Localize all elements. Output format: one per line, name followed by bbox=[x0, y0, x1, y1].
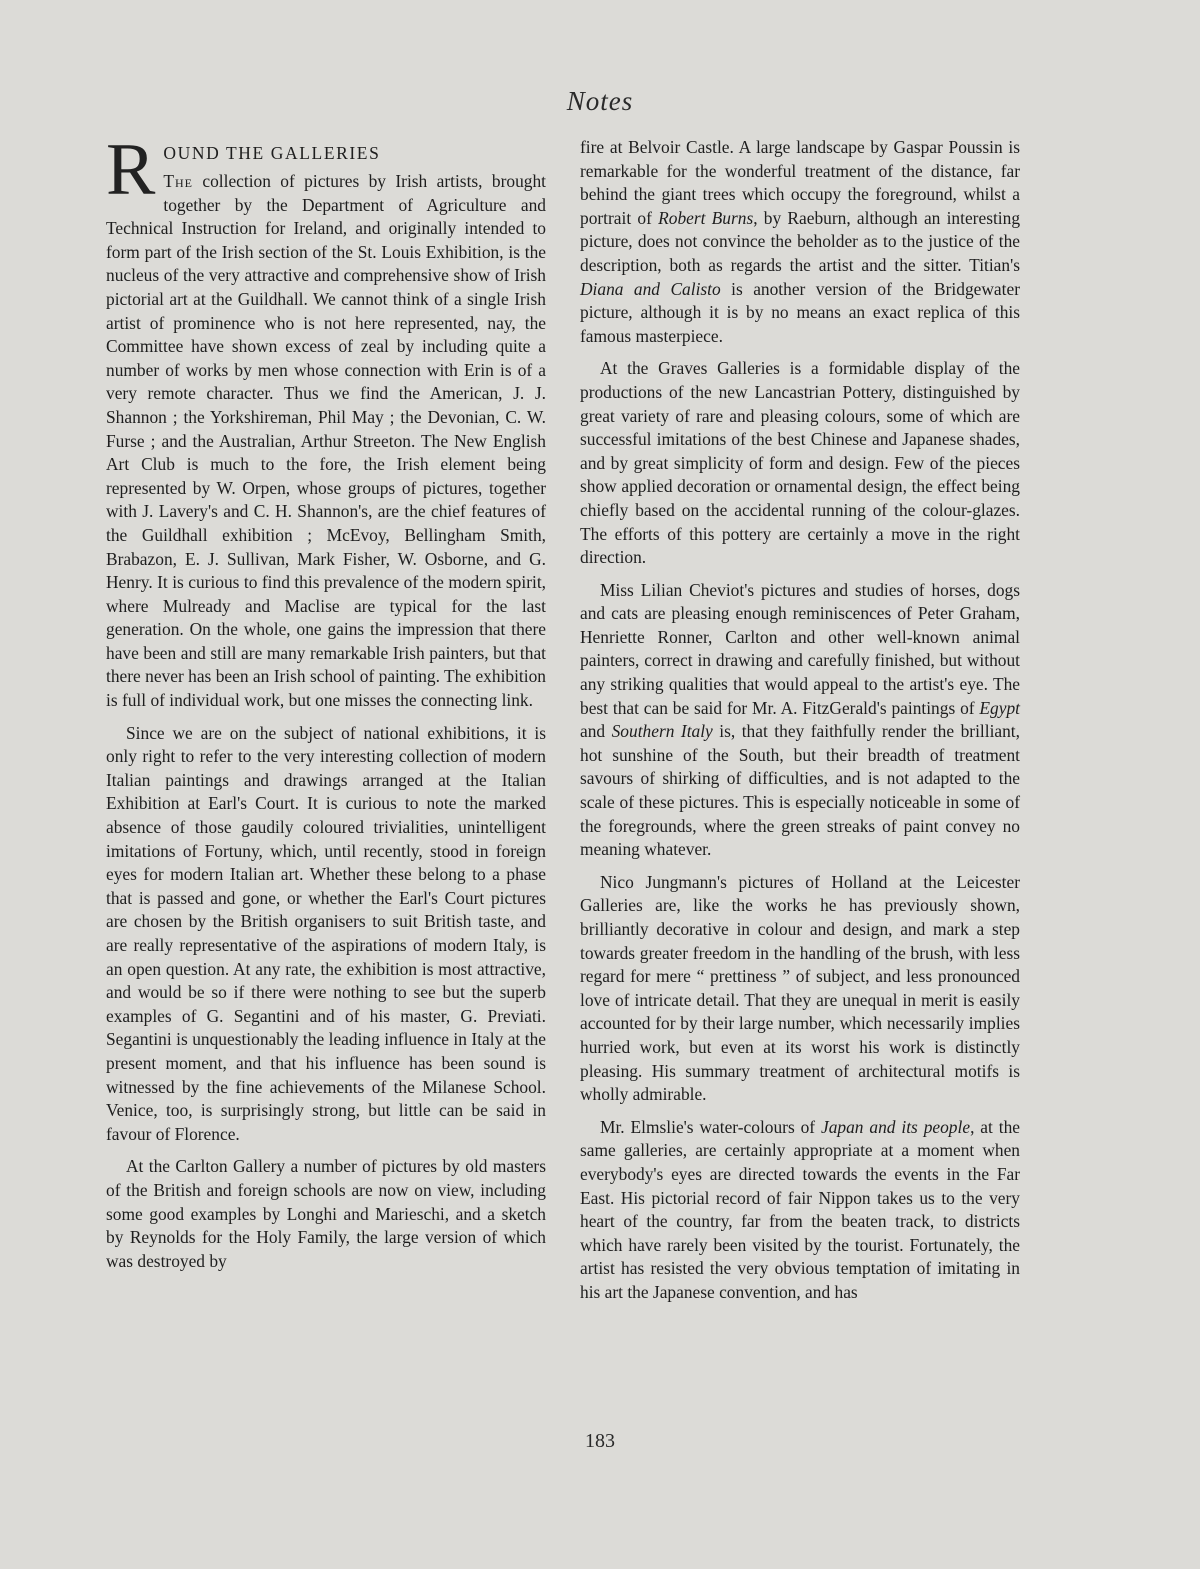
paragraph bbox=[580, 136, 1020, 348]
italic-title: Egypt bbox=[979, 697, 1020, 718]
italic-title: Japan and its people bbox=[821, 1116, 971, 1137]
paragraph: At the Carlton Gallery a number of pictures by old masters of the British and foreign schools are now on view, including some good examples by Longhi and Marieschi, and a sketch by Reynolds for the Holy Family, the large version of which was destroyed by bbox=[106, 1156, 546, 1271]
paragraph: Since we are on the subject of national exhibitions, it is only right to refer to the very interesting collection of modern Italian paintings and drawings arranged at the Italian Exhibition at Earl's Court. It is curious to note the marked absence of those gaudily coloured trivialities, unintelligent imitations of Fortuny, which, until recently, stood in foreign eyes for modern Italian art. Whether these belong to a phase that is passed and gone, or whether the Earl's Court pictures are chosen by the British organisers to suit British taste, and are really representative of the aspirations of modern Italy, is an open question. At any rate, the exhibition is most attractive, and would be so if there were nothing to see but the superb examples of G. Segantini and of his master, G. Previati. Segantini is unquestionably the leading influence in Italy at the present moment, and that his influence has been sound is witnessed by the fine achievements of the Milanese School. Venice, too, is surprisingly strong, but little can be said in favour of Florence. bbox=[106, 722, 546, 1144]
text-run: , at the same galleries, are certainly appropriate at a moment when everybody's eyes are directed towards the events in the Far East. His pictorial record of fair Nippon takes us to the very heart of the country, far from the beaten track, to districts which have rarely been visited by the tourist. Fortunately, the artist has resisted the very obvious temptation of imitating in his art the Japanese convention, and has bbox=[580, 1116, 1020, 1302]
text-run: Mr. Elmslie's water-colours of bbox=[600, 1116, 821, 1137]
left-column bbox=[106, 129, 546, 1273]
text-run: , by Raeburn, although an interesting picture, does not convince the beholder as to the justice of the description, both as regards the artist and the sitter. Titian's bbox=[580, 207, 1021, 275]
page-number: 183 bbox=[585, 1430, 615, 1452]
lead-word: The bbox=[163, 171, 193, 191]
paragraph: Nico Jungmann's pictures of Holland at the Leicester Galleries are, like the works he has previously shown, brilliantly decorative in colour and design, and mark a step towards greater freedom in the handling of the brush, with less regard for mere “ prettiness ” of subject, and less pronounced love of intricate detail. That they are unequal in merit is easily accounted for by their large number, which necessarily implies hurried work, but even at its worst his work is distinctly pleasing. His summary treatment of architectural motifs is wholly admirable. bbox=[580, 871, 1020, 1105]
text-run: fire at Belvoir Castle. A large landscape by Gaspar Poussin is remarkable for the wonderful treatment of the distance, far behind the giant trees which occupy the foreground, whilst a portrait of bbox=[580, 137, 1020, 228]
text-run: is another version of the Bridgewater picture, although it is by no means an exact replica of this famous masterpiece. bbox=[580, 278, 1020, 346]
italic-title: Robert Burns bbox=[658, 207, 754, 228]
paragraph bbox=[106, 170, 546, 713]
italic-title: Diana and Calisto bbox=[580, 278, 721, 299]
paragraph-text: collection of pictures by Irish artists, brought together by the Department of Agriculture and Technical Instruction for Ireland, and originally intended to form part of the Irish section of the St. Louis Exhibition, is the nucleus of the very attractive and comprehensive show of Irish pictorial art at the Guildhall. We cannot think of a single Irish artist of prominence who is not here represented, nay, the Committee have shown excess of zeal by including quite a number of works by men whose connection with Erin is of a very remote character. Thus we find the American, J. J. Shannon ; the Yorkshireman, Phil May ; the Devonian, C. W. Furse ; and the Australian, Arthur Streeton. The New English Art Club is much to the fore, the Irish element being represented by W. Orpen, whose groups of pictures, together with J. Lavery's and C. H. Shannon's, are the chief features of the Guildhall exhibition ; McEvoy, Bellingham Smith, Brabazon, E. J. Sullivan, Mark Fisher, W. Osborne, and G. Henry. It is curious to find this prevalence of the modern spirit, where Mulready and Maclise are typical for the last generation. On the whole, one gains the impression that there have been and still are many remarkable Irish painters, but that there never has been an Irish school of painting. The exhibition is full of individual work, but one misses the connecting link. bbox=[106, 171, 546, 711]
running-head: Notes bbox=[566, 86, 634, 116]
paragraph: At the Graves Galleries is a formidable display of the productions of the new Lancastrian Pottery, distinguished by great variety of rare and pleasing colours, some of which are successful imitations of the best Chinese and Japanese shades, and by great simplicity of form and design. Few of the pieces show applied decoration or ornamental design, the effect being chiefly based on the accidental running of the colour-glazes. The efforts of this pottery are certainly a move in the right direction. bbox=[580, 358, 1020, 568]
italic-title: Southern Italy bbox=[611, 721, 713, 742]
drop-cap: R bbox=[106, 129, 156, 211]
text-run: and bbox=[580, 721, 612, 742]
section-heading: OUND THE GALLERIES bbox=[163, 143, 381, 163]
text-run: Miss Lilian Cheviot's pictures and studies of horses, dogs and cats are pleasing enough reminiscences of Peter Graham, Henriette Ronner, Carlton and other well-known animal painters, correct in drawing and carefully finished, but without any striking qualities that would appeal to the artist's eye. The best that can be said for Mr. A. FitzGerald's paintings of bbox=[580, 579, 1020, 718]
paragraph bbox=[580, 579, 1020, 862]
text-run: is, that they faithfully render the brilliant, hot sunshine of the South, but their breadth of treatment savours of shirking of difficulties, and is not adapted to the scale of these pictures. This is especially noticeable in some of the foregrounds, where the green streaks of paint convey no meaning whatever. bbox=[580, 721, 1020, 860]
paragraph bbox=[580, 1116, 1020, 1305]
right-column bbox=[580, 136, 1020, 1305]
